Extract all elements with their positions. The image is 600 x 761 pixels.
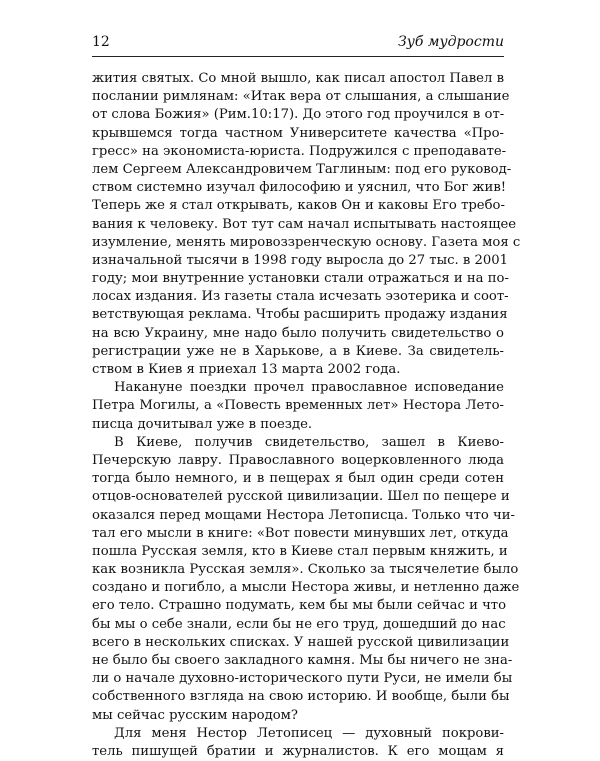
text-line: тель пишущей братии и журналистов. К его мощам я <box>92 743 504 759</box>
text-line: собственного взгляда на свою историю. И вообще, были бы <box>92 689 510 705</box>
book-title: Зуб мудрости <box>398 34 504 50</box>
text-line: вания к человеку. Вот тут сам начал испытывать настоящее <box>92 216 517 232</box>
text-line: Накануне поездки прочел православное исповедание <box>114 380 504 396</box>
text-line: Петра Могилы, а «Повесть временных лет» Нестора Лето- <box>92 398 504 414</box>
text-line: на всю Украину, мне надо было получить свидетельство о <box>92 325 504 341</box>
text-line: тогда было немного, и в пещерах я был один среди сотен <box>92 471 504 487</box>
text-line: пошла Русская земля, кто в Киеве стал первым княжить, и <box>92 543 508 559</box>
text-line: послании римлянам: «Итак вера от слышания, а слышание <box>92 89 510 105</box>
text-line: создано и погибло, а мысли Нестора живы, и нетленно даже <box>92 580 520 596</box>
paragraph <box>92 379 504 434</box>
text-line: лосах издания. Из газеты стала исчезать эзотерика и соот- <box>92 289 509 305</box>
text-line: писца дочитывал уже в поезде. <box>92 416 313 432</box>
text-line: лем Сергеем Александровичем Таглиным: под его руковод- <box>92 161 512 177</box>
text-line: изначальной тысячи в 1998 году выросла до 27 тыс. в 2001 <box>92 252 509 268</box>
text-line: от слова Божия» (Рим.10:17). До этого год проучился в от- <box>92 107 505 123</box>
text-line: ли о начале духовно-исторического пути Руси, не имели бы <box>92 671 513 687</box>
running-head <box>92 34 504 54</box>
paragraph <box>92 70 521 379</box>
text-line: В Киеве, получив свидетельство, зашел в Киево- <box>114 434 504 450</box>
page-number: 12 <box>92 34 110 50</box>
text-line: бы мы о себе знали, если бы не его труд, дошедший до нас <box>92 616 506 632</box>
text-line: ством системно изучал философию и уяснил, что Бог жив! <box>92 180 507 196</box>
text-line: всего в нескольких списках. У нашей русской цивилизации <box>92 634 510 650</box>
text-line: Для меня Нестор Летописец — духовный покрови- <box>114 725 504 741</box>
text-line: не было бы своего закладного камня. Мы бы ничего не зна- <box>92 653 513 668</box>
text-line: жития святых. Со мной вышло, как писал апостол Павел в <box>92 71 504 86</box>
text-line: гресс» на экономиста-юриста. Подружился с преподавате- <box>92 143 507 159</box>
text-line: ством в Киев я приехал 13 марта 2002 года. <box>92 362 401 377</box>
text-line: мы сейчас русским народом? <box>92 707 298 723</box>
text-line: Теперь же я стал открывать, каков Он и каковы Его требо- <box>92 198 505 214</box>
paragraph <box>92 434 520 725</box>
text-line: как возникла Русская земля». Сколько за тысячелетие было <box>92 562 519 578</box>
text-line: году; мои внутренние установки стали отражаться и на по- <box>92 271 509 287</box>
paragraph <box>92 725 504 761</box>
text-line: ветствующая реклама. Чтобы расширить продажу издания <box>92 307 508 323</box>
text-line: тал его мысли в книге: «Вот повести минувших лет, откуда <box>92 525 509 541</box>
text-line: его тело. Страшно подумать, кем бы мы были сейчас и что <box>92 598 507 614</box>
body-text <box>92 70 521 761</box>
text-line: оказался перед мощами Нестора Летописца. Только что чи- <box>92 507 516 523</box>
text-line: изумление, менять мировоззренческую основу. Газета моя с <box>92 234 521 250</box>
text-line: отцов-основателей русской цивилизации. Шел по пещере и <box>92 489 510 505</box>
text-line: регистрации уже не в Харькове, а в Киеве. За свидетель- <box>92 343 504 359</box>
text-line: Печерскую лавру. Православного воцерковленного люда <box>92 452 504 468</box>
header-rule <box>92 56 504 57</box>
text-line: крывшемся тогда частном Университете качества «Про- <box>92 125 504 141</box>
